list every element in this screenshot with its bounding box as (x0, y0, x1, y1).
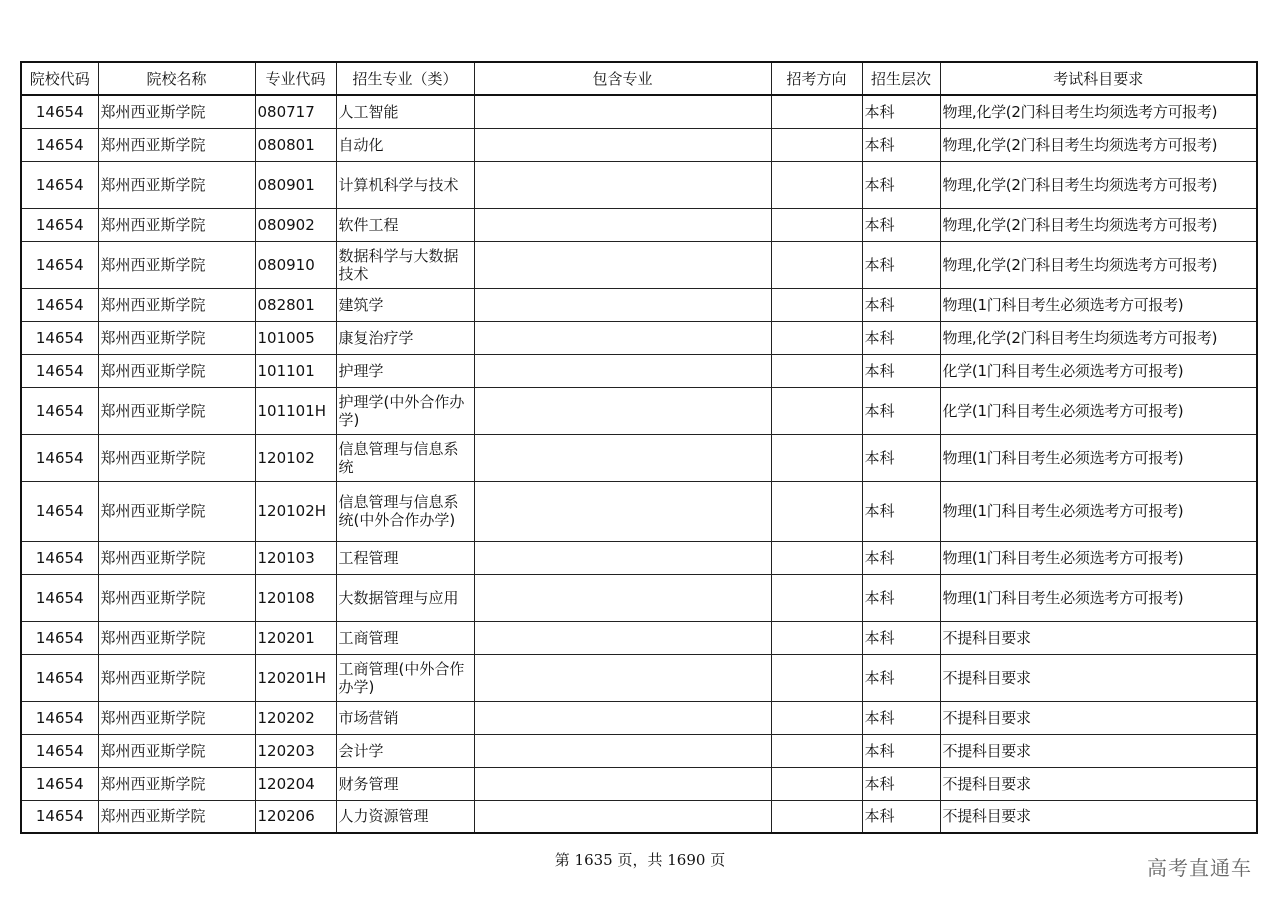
cell-level: 本科 (862, 621, 940, 654)
cell-school-code: 14654 (21, 541, 98, 574)
header-major: 招生专业（类） (336, 62, 474, 95)
cell-school-code: 14654 (21, 734, 98, 767)
header-school-code: 院校代码 (21, 62, 98, 95)
table-row (21, 621, 1257, 654)
cell-included-majors (474, 574, 771, 621)
table-row (21, 574, 1257, 621)
cell-major: 信息管理与信息系统 (336, 434, 474, 481)
cell-direction (771, 481, 862, 541)
cell-school-code: 14654 (21, 128, 98, 161)
cell-subject-requirement: 物理,化学(2门科目考生均须选考方可报考) (940, 208, 1257, 241)
cell-subject-requirement: 物理(1门科目考生必须选考方可报考) (940, 434, 1257, 481)
cell-major-code: 080910 (255, 241, 336, 288)
table-row (21, 128, 1257, 161)
cell-school-code: 14654 (21, 767, 98, 800)
cell-major: 市场营销 (336, 701, 474, 734)
table-row (21, 354, 1257, 387)
table-row (21, 434, 1257, 481)
cell-school-name: 郑州西亚斯学院 (98, 128, 255, 161)
cell-school-name: 郑州西亚斯学院 (98, 321, 255, 354)
cell-direction (771, 541, 862, 574)
cell-school-name: 郑州西亚斯学院 (98, 734, 255, 767)
cell-school-code: 14654 (21, 434, 98, 481)
cell-major-code: 120206 (255, 800, 336, 833)
cell-included-majors (474, 767, 771, 800)
cell-major: 数据科学与大数据技术 (336, 241, 474, 288)
cell-major-code: 120201H (255, 654, 336, 701)
cell-level: 本科 (862, 434, 940, 481)
cell-level: 本科 (862, 654, 940, 701)
cell-included-majors (474, 241, 771, 288)
cell-level: 本科 (862, 288, 940, 321)
cell-direction (771, 701, 862, 734)
cell-subject-requirement: 物理,化学(2门科目考生均须选考方可报考) (940, 241, 1257, 288)
header-included-majors: 包含专业 (474, 62, 771, 95)
cell-major: 自动化 (336, 128, 474, 161)
cell-major-code: 101101H (255, 387, 336, 434)
cell-major: 信息管理与信息系统(中外合作办学) (336, 481, 474, 541)
cell-level: 本科 (862, 800, 940, 833)
cell-included-majors (474, 800, 771, 833)
cell-included-majors (474, 621, 771, 654)
cell-school-name: 郑州西亚斯学院 (98, 541, 255, 574)
cell-direction (771, 734, 862, 767)
cell-major-code: 120201 (255, 621, 336, 654)
cell-level: 本科 (862, 574, 940, 621)
cell-major: 大数据管理与应用 (336, 574, 474, 621)
cell-school-name: 郑州西亚斯学院 (98, 767, 255, 800)
table-row (21, 481, 1257, 541)
cell-major: 软件工程 (336, 208, 474, 241)
cell-school-name: 郑州西亚斯学院 (98, 481, 255, 541)
cell-school-code: 14654 (21, 621, 98, 654)
admission-table (20, 61, 1258, 834)
cell-school-name: 郑州西亚斯学院 (98, 434, 255, 481)
cell-school-code: 14654 (21, 321, 98, 354)
cell-school-name: 郑州西亚斯学院 (98, 574, 255, 621)
cell-school-code: 14654 (21, 481, 98, 541)
cell-major-code: 120103 (255, 541, 336, 574)
cell-subject-requirement: 不提科目要求 (940, 734, 1257, 767)
cell-level: 本科 (862, 354, 940, 387)
cell-major-code: 080902 (255, 208, 336, 241)
cell-major: 人工智能 (336, 95, 474, 128)
cell-direction (771, 128, 862, 161)
cell-major: 财务管理 (336, 767, 474, 800)
cell-level: 本科 (862, 95, 940, 128)
cell-level: 本科 (862, 208, 940, 241)
cell-subject-requirement: 物理(1门科目考生必须选考方可报考) (940, 574, 1257, 621)
cell-school-code: 14654 (21, 241, 98, 288)
cell-direction (771, 95, 862, 128)
cell-subject-requirement: 不提科目要求 (940, 701, 1257, 734)
table-row (21, 541, 1257, 574)
cell-school-code: 14654 (21, 354, 98, 387)
cell-major-code: 120203 (255, 734, 336, 767)
cell-subject-requirement: 物理(1门科目考生必须选考方可报考) (940, 541, 1257, 574)
cell-included-majors (474, 541, 771, 574)
table-row (21, 161, 1257, 208)
table-row (21, 321, 1257, 354)
cell-included-majors (474, 434, 771, 481)
cell-major-code: 120108 (255, 574, 336, 621)
cell-major-code: 101101 (255, 354, 336, 387)
cell-subject-requirement: 不提科目要求 (940, 767, 1257, 800)
table-row (21, 701, 1257, 734)
watermark: 高考直通车 (1147, 856, 1252, 880)
cell-direction (771, 654, 862, 701)
cell-school-name: 郑州西亚斯学院 (98, 654, 255, 701)
cell-level: 本科 (862, 128, 940, 161)
cell-major-code: 080717 (255, 95, 336, 128)
cell-direction (771, 288, 862, 321)
page-number: 第 1635 页，共 1690 页 (554, 851, 726, 869)
cell-subject-requirement: 物理,化学(2门科目考生均须选考方可报考) (940, 128, 1257, 161)
table-body (21, 95, 1257, 833)
table-row (21, 95, 1257, 128)
cell-school-name: 郑州西亚斯学院 (98, 288, 255, 321)
cell-school-name: 郑州西亚斯学院 (98, 621, 255, 654)
cell-level: 本科 (862, 161, 940, 208)
cell-subject-requirement: 不提科目要求 (940, 800, 1257, 833)
header-direction: 招考方向 (771, 62, 862, 95)
cell-school-code: 14654 (21, 288, 98, 321)
cell-subject-requirement: 不提科目要求 (940, 654, 1257, 701)
cell-school-name: 郑州西亚斯学院 (98, 354, 255, 387)
cell-major: 康复治疗学 (336, 321, 474, 354)
cell-major: 人力资源管理 (336, 800, 474, 833)
header-level: 招生层次 (862, 62, 940, 95)
cell-school-code: 14654 (21, 95, 98, 128)
cell-direction (771, 574, 862, 621)
cell-school-code: 14654 (21, 701, 98, 734)
cell-school-name: 郑州西亚斯学院 (98, 387, 255, 434)
cell-subject-requirement: 物理(1门科目考生必须选考方可报考) (940, 481, 1257, 541)
table-row (21, 767, 1257, 800)
cell-included-majors (474, 95, 771, 128)
table-row (21, 387, 1257, 434)
table-row (21, 208, 1257, 241)
cell-direction (771, 161, 862, 208)
cell-included-majors (474, 288, 771, 321)
header-subject-requirement: 考试科目要求 (940, 62, 1257, 95)
cell-school-name: 郑州西亚斯学院 (98, 800, 255, 833)
cell-subject-requirement: 化学(1门科目考生必须选考方可报考) (940, 354, 1257, 387)
cell-direction (771, 208, 862, 241)
cell-major: 建筑学 (336, 288, 474, 321)
cell-level: 本科 (862, 387, 940, 434)
cell-major: 会计学 (336, 734, 474, 767)
cell-level: 本科 (862, 541, 940, 574)
cell-direction (771, 767, 862, 800)
cell-level: 本科 (862, 701, 940, 734)
cell-major: 工商管理(中外合作办学) (336, 654, 474, 701)
cell-direction (771, 241, 862, 288)
cell-direction (771, 434, 862, 481)
cell-school-code: 14654 (21, 208, 98, 241)
cell-school-name: 郑州西亚斯学院 (98, 241, 255, 288)
table-row (21, 734, 1257, 767)
cell-direction (771, 800, 862, 833)
cell-school-code: 14654 (21, 161, 98, 208)
cell-major: 护理学 (336, 354, 474, 387)
cell-major-code: 080901 (255, 161, 336, 208)
table-row (21, 241, 1257, 288)
cell-school-code: 14654 (21, 387, 98, 434)
cell-subject-requirement: 物理(1门科目考生必须选考方可报考) (940, 288, 1257, 321)
cell-major: 工商管理 (336, 621, 474, 654)
cell-included-majors (474, 734, 771, 767)
cell-direction (771, 621, 862, 654)
cell-included-majors (474, 128, 771, 161)
cell-included-majors (474, 354, 771, 387)
cell-direction (771, 387, 862, 434)
cell-subject-requirement: 化学(1门科目考生必须选考方可报考) (940, 387, 1257, 434)
cell-included-majors (474, 701, 771, 734)
cell-major-code: 120102H (255, 481, 336, 541)
cell-subject-requirement: 物理,化学(2门科目考生均须选考方可报考) (940, 321, 1257, 354)
cell-included-majors (474, 387, 771, 434)
cell-major-code: 120102 (255, 434, 336, 481)
table-row (21, 288, 1257, 321)
cell-school-code: 14654 (21, 800, 98, 833)
cell-major: 护理学(中外合作办学) (336, 387, 474, 434)
cell-major: 计算机科学与技术 (336, 161, 474, 208)
table-header-row (21, 62, 1257, 95)
cell-subject-requirement: 不提科目要求 (940, 621, 1257, 654)
cell-school-name: 郑州西亚斯学院 (98, 208, 255, 241)
cell-included-majors (474, 654, 771, 701)
cell-major-code: 101005 (255, 321, 336, 354)
cell-level: 本科 (862, 734, 940, 767)
cell-level: 本科 (862, 481, 940, 541)
cell-level: 本科 (862, 767, 940, 800)
cell-school-code: 14654 (21, 654, 98, 701)
cell-major-code: 120202 (255, 701, 336, 734)
cell-direction (771, 321, 862, 354)
table-row (21, 800, 1257, 833)
cell-direction (771, 354, 862, 387)
table-row (21, 654, 1257, 701)
cell-school-name: 郑州西亚斯学院 (98, 701, 255, 734)
cell-level: 本科 (862, 321, 940, 354)
cell-school-name: 郑州西亚斯学院 (98, 95, 255, 128)
cell-major-code: 120204 (255, 767, 336, 800)
cell-included-majors (474, 481, 771, 541)
header-school-name: 院校名称 (98, 62, 255, 95)
cell-included-majors (474, 208, 771, 241)
cell-subject-requirement: 物理,化学(2门科目考生均须选考方可报考) (940, 95, 1257, 128)
cell-subject-requirement: 物理,化学(2门科目考生均须选考方可报考) (940, 161, 1257, 208)
cell-major-code: 082801 (255, 288, 336, 321)
cell-included-majors (474, 161, 771, 208)
cell-included-majors (474, 321, 771, 354)
cell-major: 工程管理 (336, 541, 474, 574)
cell-major-code: 080801 (255, 128, 336, 161)
header-major-code: 专业代码 (255, 62, 336, 95)
cell-level: 本科 (862, 241, 940, 288)
cell-school-code: 14654 (21, 574, 98, 621)
cell-school-name: 郑州西亚斯学院 (98, 161, 255, 208)
